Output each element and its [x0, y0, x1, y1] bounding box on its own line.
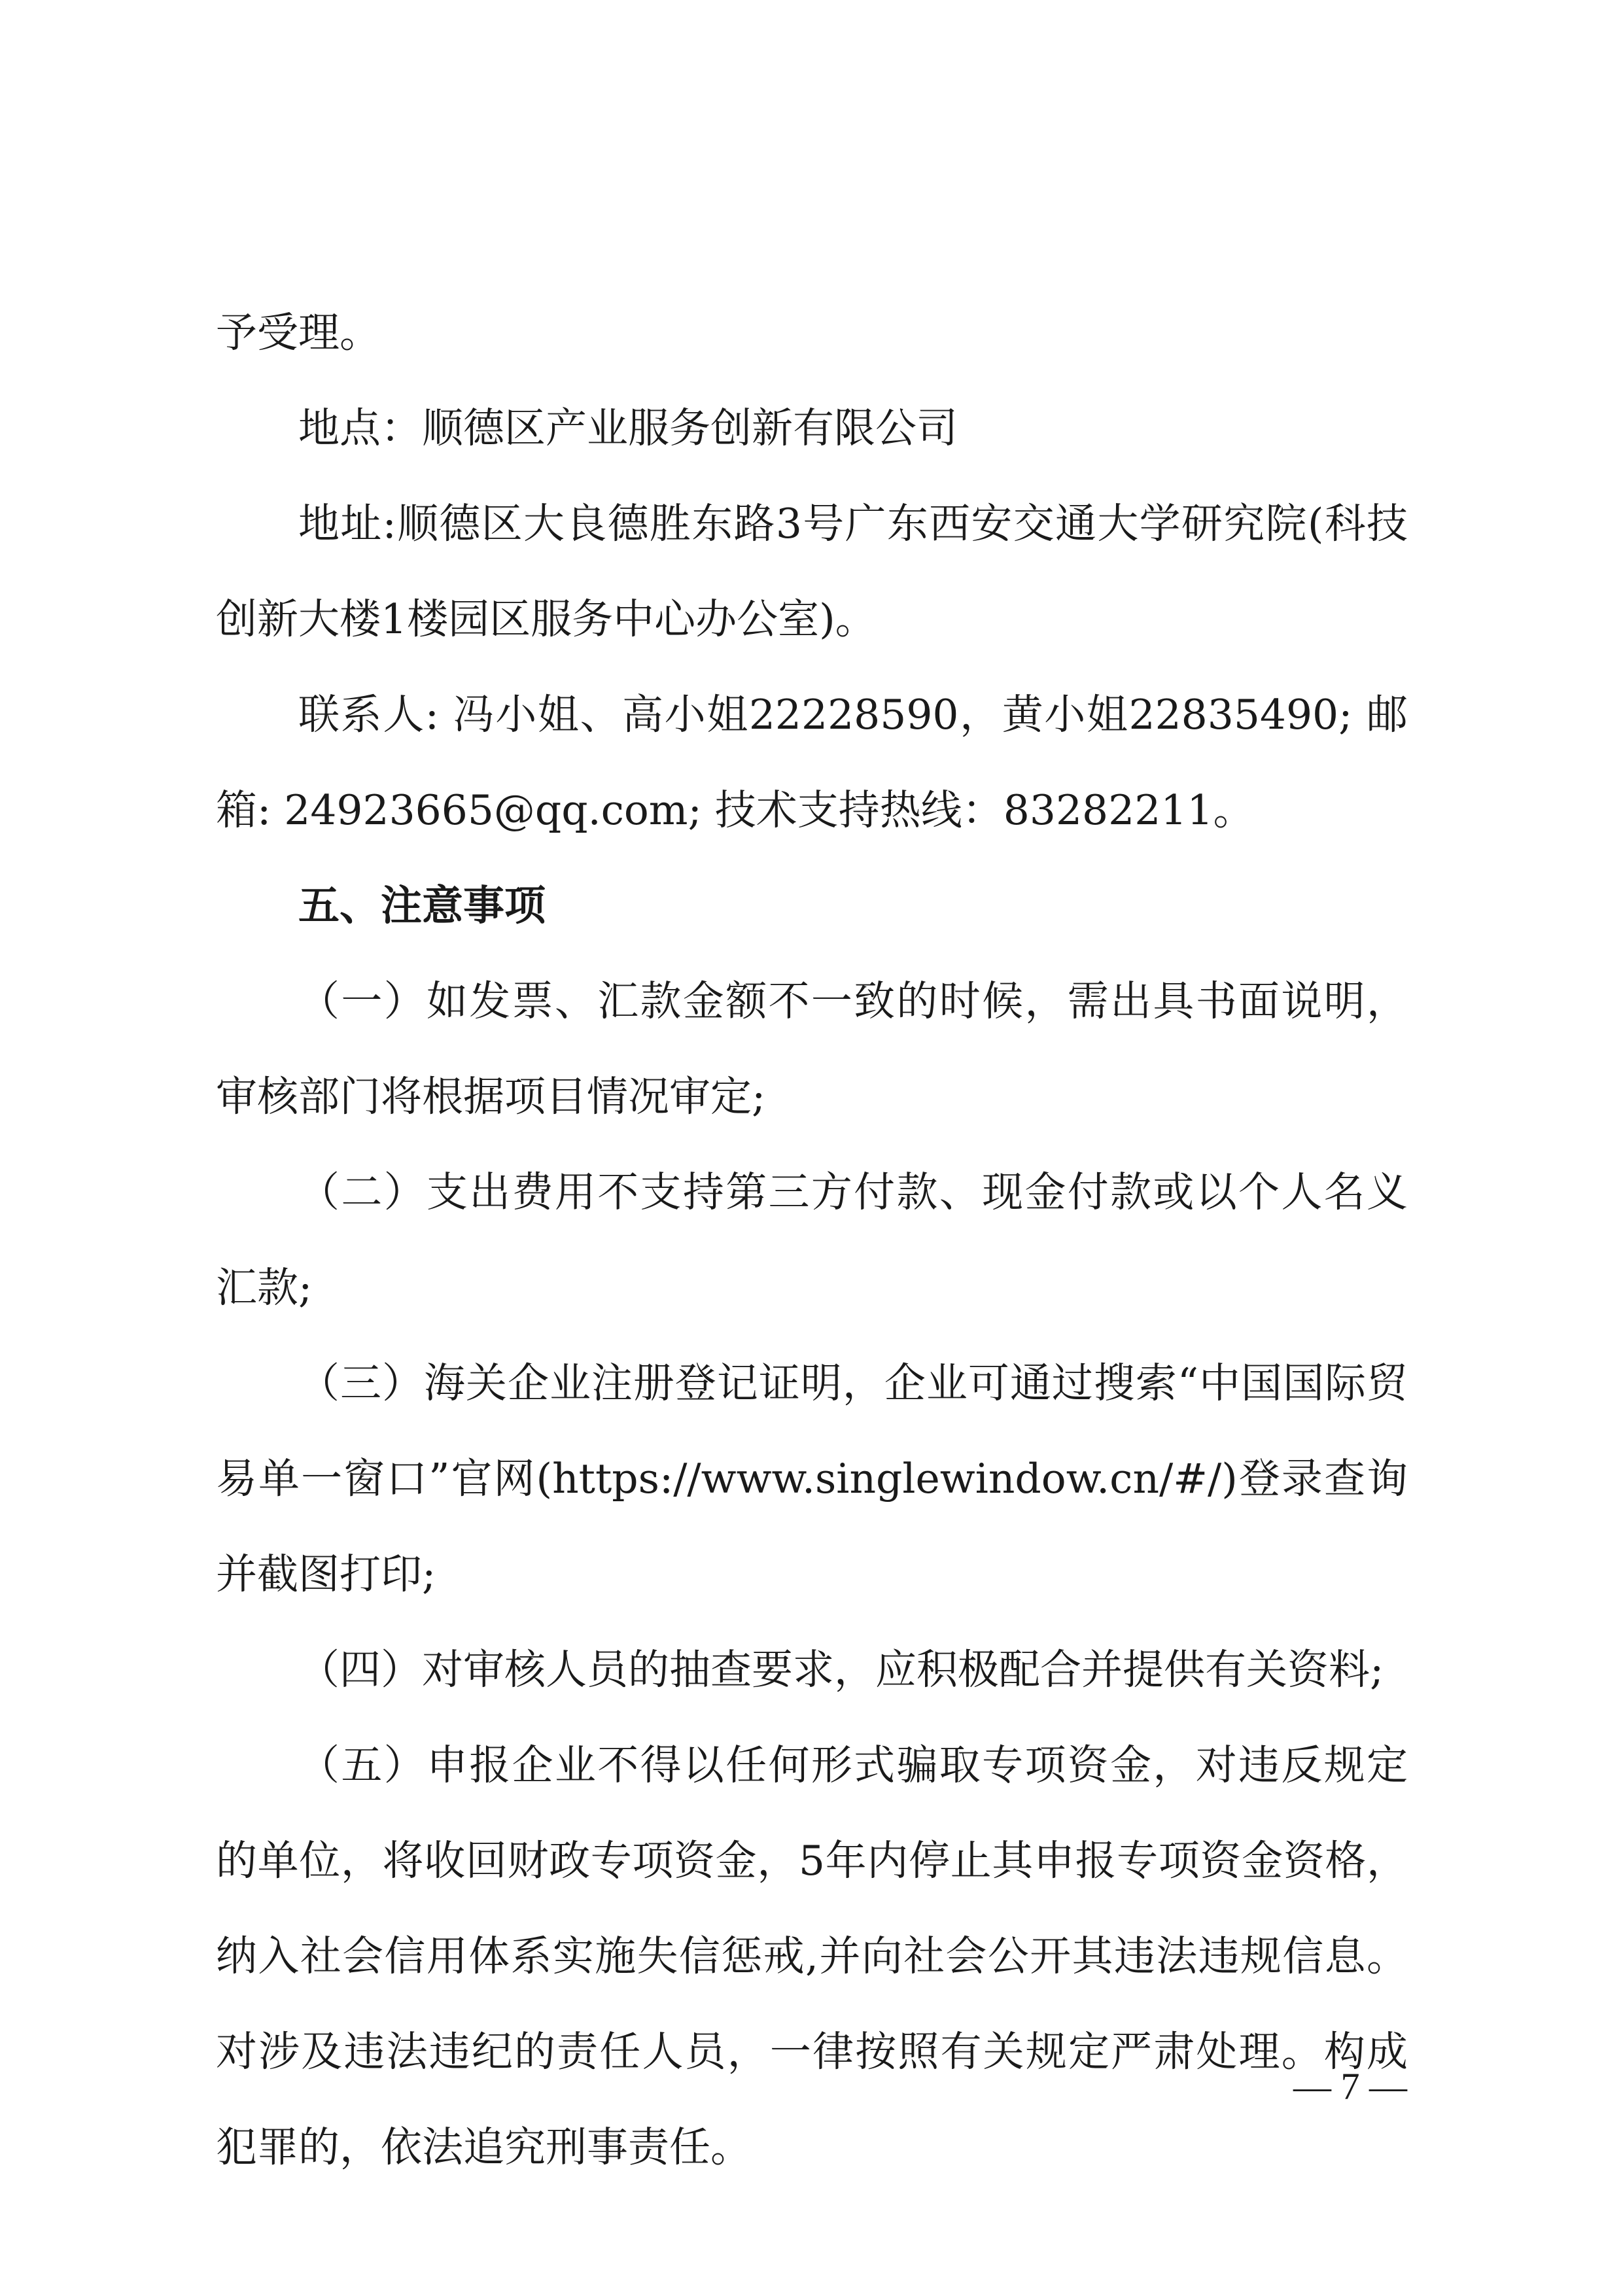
paragraph-note-4: （四）对审核人员的抽查要求，应积极配合并提供有关资料; — [298, 1646, 1384, 1694]
paragraph-location: 地点：顺德区产业服务创新有限公司 — [298, 404, 958, 452]
paragraph-address: 地址:顺德区大良德胜东路3号广东西安交通大学研究院(科技创新大楼1楼园区服务中心办公室)。 — [216, 500, 1408, 643]
document-body — [216, 285, 1408, 2195]
section-heading-notes: 五、注意事项 — [298, 882, 546, 930]
paragraph-continuation: 予受理。 — [216, 309, 381, 357]
paragraph-note-5: （五）申报企业不得以任何形式骗取专项资金，对违反规定的单位，将收回财政专项资金，5年内停止其申报专项资金资格，纳入社会信用体系实施失信惩戒,并向社会公开其违法违规信息。对涉及违法违纪的责任人员，一律按照有关规定严肃处理。构成犯罪的，依法追究刑事责任。 — [216, 1741, 1408, 2171]
paragraph-note-2: （二）支出费用不支持第三方付款、现金付款或以个人名义汇款; — [216, 1168, 1408, 1312]
paragraph-note-1: （一）如发票、汇款金额不一致的时候，需出具书面说明，审核部门将根据项目情况审定; — [216, 977, 1408, 1121]
paragraph-contact: 联系人: 冯小姐、高小姐22228590，黄小姐22835490; 邮箱: 24923665@qq.com; 技术支持热线：83282211。 — [216, 691, 1408, 834]
page-number: — 7 — — [1293, 2065, 1407, 2108]
paragraph-note-3: （三）海关企业注册登记证明，企业可通过搜索“中国国际贸易单一窗口”官网(https://www.singlewindow.cn/#/)登录查询并截图打印; — [216, 1359, 1408, 1598]
